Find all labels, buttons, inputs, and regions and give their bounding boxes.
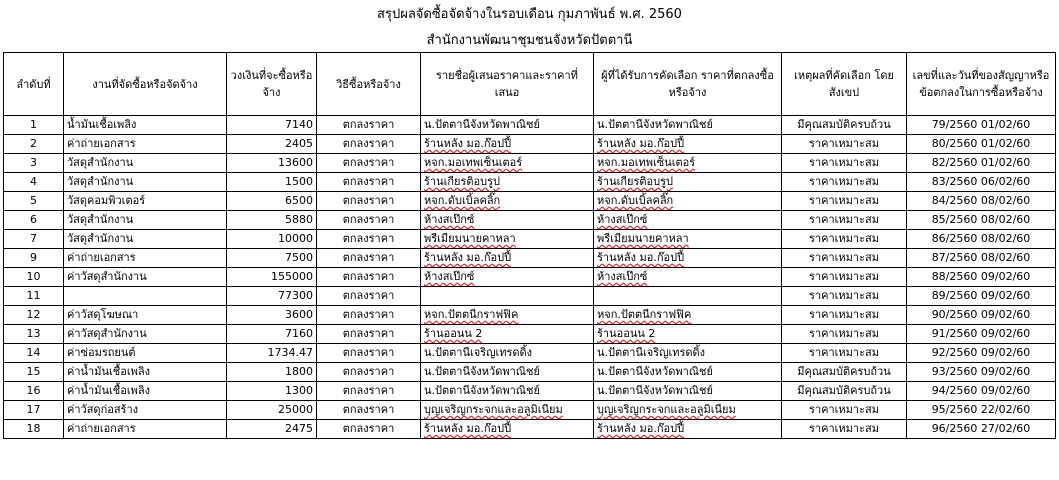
table-row	[4, 211, 1056, 230]
cell-budget-text: 7500	[285, 251, 313, 264]
cell-item-text: วัสดุคอมพิวเตอร์	[67, 194, 146, 207]
cell-bidders	[421, 116, 594, 135]
cell-bidders-text: น.ปัตตานีจังหวัดพาณิชย์	[424, 384, 540, 397]
cell-selected	[594, 173, 782, 192]
cell-reason-text: ราคาเหมาะสม	[809, 251, 879, 264]
cell-bidders	[421, 135, 594, 154]
cell-selected	[594, 116, 782, 135]
cell-contract-text: 85/2560 08/02/60	[931, 213, 1031, 226]
header-cell-method: วิธีซื้อหรือจ้าง	[317, 53, 421, 116]
cell-item	[64, 306, 227, 325]
cell-contract-text: 89/2560 09/02/60	[931, 289, 1031, 302]
cell-budget-text: 1300	[285, 384, 313, 397]
cell-index	[4, 268, 64, 287]
cell-bidders	[421, 363, 594, 382]
cell-reason-text: ราคาเหมาะสม	[809, 346, 879, 359]
document-title: สรุปผลจัดซื้อจัดจ้างในรอบเดือน กุมภาพันธ์ พ.ศ. 2560	[377, 7, 682, 22]
cell-method-text: ตกลงราคา	[342, 270, 395, 283]
cell-item-text: ค่าซ่อมรถยนต์	[67, 346, 136, 359]
cell-bidders-text: ร้านออนน 2	[424, 327, 483, 340]
cell-index	[4, 173, 64, 192]
table-row	[4, 268, 1056, 287]
cell-reason	[782, 135, 907, 154]
cell-selected	[594, 192, 782, 211]
cell-method	[317, 211, 421, 230]
header-cell-item: งานที่จัดซื้อหรือจัดจ้าง	[64, 53, 227, 116]
table-row	[4, 135, 1056, 154]
cell-contract	[907, 382, 1056, 401]
cell-contract	[907, 211, 1056, 230]
cell-method-text: ตกลงราคา	[342, 118, 395, 131]
cell-contract-text: 80/2560 01/02/60	[931, 137, 1031, 150]
cell-bidders-text: น.ปัตตานีเจริญเทรดดิ้ง	[424, 346, 533, 359]
cell-method	[317, 401, 421, 420]
cell-contract-text: 79/2560 01/02/60	[931, 118, 1031, 131]
cell-contract	[907, 306, 1056, 325]
cell-item-text: ค่าน้ำมันเชื้อเพลิง	[67, 365, 150, 378]
table-row	[4, 287, 1056, 306]
cell-bidders	[421, 154, 594, 173]
table-row	[4, 306, 1056, 325]
cell-selected-text: ร้านหลัง มอ.ก๊อปปี้	[597, 251, 685, 264]
cell-contract	[907, 192, 1056, 211]
cell-method-text: ตกลงราคา	[342, 175, 395, 188]
cell-method	[317, 344, 421, 363]
cell-reason	[782, 173, 907, 192]
cell-index-text: 6	[30, 213, 37, 226]
cell-item-text: วัสดุสำนักงาน	[67, 232, 134, 245]
cell-item	[64, 420, 227, 439]
cell-contract	[907, 268, 1056, 287]
cell-item	[64, 325, 227, 344]
cell-budget-text: 1734.47	[267, 346, 313, 359]
cell-index-text: 9	[30, 251, 37, 264]
cell-index	[4, 344, 64, 363]
cell-item	[64, 154, 227, 173]
cell-index	[4, 135, 64, 154]
table-row	[4, 382, 1056, 401]
cell-method-text: ตกลงราคา	[342, 156, 395, 169]
cell-method	[317, 287, 421, 306]
cell-selected	[594, 154, 782, 173]
cell-reason	[782, 192, 907, 211]
table-row	[4, 116, 1056, 135]
cell-reason	[782, 154, 907, 173]
cell-method-text: ตกลงราคา	[342, 289, 395, 302]
cell-selected	[594, 211, 782, 230]
cell-reason	[782, 116, 907, 135]
cell-bidders-text: น.ปัตตานีจังหวัดพาณิชย์	[424, 118, 540, 131]
cell-budget	[227, 325, 317, 344]
cell-contract-text: 88/2560 09/02/60	[931, 270, 1031, 283]
cell-item	[64, 287, 227, 306]
cell-bidders-text: ร้านเกียรติอบรูป	[424, 175, 501, 188]
cell-item-text: ค่าถ่ายเอกสาร	[67, 137, 136, 150]
cell-contract-text: 93/2560 09/02/60	[931, 365, 1031, 378]
cell-selected	[594, 363, 782, 382]
cell-bidders	[421, 192, 594, 211]
cell-reason	[782, 401, 907, 420]
cell-reason	[782, 344, 907, 363]
cell-method-text: ตกลงราคา	[342, 194, 395, 207]
cell-bidders	[421, 249, 594, 268]
cell-reason-text: ราคาเหมาะสม	[809, 422, 879, 435]
cell-index	[4, 116, 64, 135]
cell-contract-text: 95/2560 22/02/60	[931, 403, 1031, 416]
cell-budget-text: 3600	[285, 308, 313, 321]
cell-budget	[227, 116, 317, 135]
cell-item	[64, 135, 227, 154]
cell-budget-text: 10000	[278, 232, 313, 245]
cell-budget-text: 2475	[285, 422, 313, 435]
cell-item-text: ค่าถ่ายเอกสาร	[67, 422, 136, 435]
cell-bidders-text: พรีเมียมนายคาหลา	[424, 232, 516, 245]
cell-reason-text: ราคาเหมาะสม	[809, 175, 879, 188]
cell-method-text: ตกลงราคา	[342, 137, 395, 150]
header-row	[4, 53, 1056, 116]
cell-item-text: วัสดุสำนักงาน	[67, 213, 134, 226]
cell-contract	[907, 420, 1056, 439]
table-row	[4, 344, 1056, 363]
cell-budget	[227, 249, 317, 268]
cell-contract-text: 83/2560 06/02/60	[931, 175, 1031, 188]
cell-reason-text: มีคุณสมบัติครบถ้วน	[797, 365, 891, 378]
cell-bidders-text: หจก.มอเทพเซ็นเตอร์	[424, 156, 523, 169]
cell-reason	[782, 420, 907, 439]
cell-index	[4, 306, 64, 325]
cell-contract-text: 90/2560 09/02/60	[931, 308, 1031, 321]
header-cell-bidders: รายชื่อผู้เสนอราคาและราคาที่เสนอ	[421, 53, 594, 116]
cell-budget-text: 1500	[285, 175, 313, 188]
cell-method-text: ตกลงราคา	[342, 422, 395, 435]
cell-selected-text: น.ปัตตานีจังหวัดพาณิชย์	[597, 365, 713, 378]
cell-index	[4, 287, 64, 306]
cell-reason-text: มีคุณสมบัติครบถ้วน	[797, 118, 891, 131]
cell-budget	[227, 192, 317, 211]
cell-bidders-text: บุญเจริญกระจกและอลูมิเนียม	[424, 403, 563, 416]
cell-contract	[907, 249, 1056, 268]
cell-index-text: 16	[26, 384, 41, 397]
cell-selected-text: ร้านหลัง มอ.ก๊อปปี้	[597, 422, 685, 435]
table-row	[4, 173, 1056, 192]
cell-budget	[227, 344, 317, 363]
cell-item-text: ค่าวัสดุโฆษณา	[67, 308, 139, 321]
cell-reason	[782, 230, 907, 249]
cell-index	[4, 230, 64, 249]
document-subtitle: สำนักงานพัฒนาชุมชนจังหวัดปัตตานี	[426, 33, 633, 48]
cell-item-text: ค่าวัสดุสำนักงาน	[67, 270, 147, 283]
cell-bidders	[421, 344, 594, 363]
cell-selected	[594, 401, 782, 420]
cell-index-text: 2	[30, 137, 37, 150]
cell-bidders-text: หจก.ดับเบิ้ลคลิ๊ก	[424, 194, 501, 207]
cell-selected-text: น.ปัตตานีจังหวัดพาณิชย์	[597, 118, 713, 131]
cell-reason	[782, 268, 907, 287]
cell-contract	[907, 325, 1056, 344]
table-row	[4, 420, 1056, 439]
cell-contract-text: 96/2560 27/02/60	[931, 422, 1031, 435]
cell-reason	[782, 306, 907, 325]
cell-selected	[594, 344, 782, 363]
table-row	[4, 154, 1056, 173]
cell-selected-text: น.ปัตตานีเจริญเทรดดิ้ง	[597, 346, 706, 359]
cell-contract-text: 86/2560 08/02/60	[931, 232, 1031, 245]
header-cell-reason: เหตุผลที่คัดเลือก โดยสังเขป	[782, 53, 907, 116]
cell-index-text: 12	[26, 308, 41, 321]
table-row	[4, 363, 1056, 382]
cell-bidders-text: ห้างสเป๊กซ์	[424, 213, 475, 226]
cell-index-text: 14	[26, 346, 41, 359]
cell-budget-text: 25000	[278, 403, 313, 416]
cell-method	[317, 249, 421, 268]
cell-item	[64, 249, 227, 268]
procurement-table	[3, 52, 1056, 439]
cell-bidders	[421, 230, 594, 249]
cell-selected	[594, 230, 782, 249]
cell-contract-text: 91/2560 09/02/60	[931, 327, 1031, 340]
cell-selected	[594, 325, 782, 344]
cell-index-text: 10	[26, 270, 41, 283]
cell-budget	[227, 268, 317, 287]
header-cell-contract: เลขที่และวันที่ของสัญญาหรือข้อตกลงในการซื้อหรือจ้าง	[907, 53, 1056, 116]
cell-budget-text: 1800	[285, 365, 313, 378]
cell-method	[317, 154, 421, 173]
cell-bidders	[421, 382, 594, 401]
cell-method	[317, 268, 421, 287]
cell-budget-text: 5880	[285, 213, 313, 226]
cell-contract	[907, 230, 1056, 249]
cell-selected-text: บุญเจริญกระจกและอลูมิเนียม	[597, 403, 736, 416]
cell-index	[4, 401, 64, 420]
cell-budget-text: 7140	[285, 118, 313, 131]
cell-index-text: 4	[30, 175, 37, 188]
cell-bidders-text: น.ปัตตานีจังหวัดพาณิชย์	[424, 365, 540, 378]
cell-item	[64, 268, 227, 287]
cell-contract	[907, 344, 1056, 363]
table-row	[4, 192, 1056, 211]
cell-method-text: ตกลงราคา	[342, 327, 395, 340]
cell-index	[4, 363, 64, 382]
cell-index-text: 18	[26, 422, 41, 435]
cell-method-text: ตกลงราคา	[342, 251, 395, 264]
cell-index	[4, 325, 64, 344]
cell-item-text: ค่าน้ำมันเชื้อเพลิง	[67, 384, 150, 397]
cell-contract	[907, 116, 1056, 135]
cell-method	[317, 306, 421, 325]
cell-budget	[227, 173, 317, 192]
cell-selected	[594, 287, 782, 306]
cell-selected	[594, 249, 782, 268]
cell-contract-text: 94/2560 09/02/60	[931, 384, 1031, 397]
cell-contract	[907, 401, 1056, 420]
cell-contract	[907, 154, 1056, 173]
cell-index-text: 17	[26, 403, 41, 416]
cell-reason	[782, 249, 907, 268]
header-cell-index: ลำดับที่	[4, 53, 64, 116]
cell-reason-text: ราคาเหมาะสม	[809, 213, 879, 226]
cell-reason	[782, 363, 907, 382]
cell-contract	[907, 363, 1056, 382]
cell-item-text: วัสดุสำนักงาน	[67, 175, 134, 188]
cell-index	[4, 211, 64, 230]
cell-selected-text: พรีเมียมนายคาหลา	[597, 232, 689, 245]
cell-item-text: ค่าวัสดุสำนักงาน	[67, 327, 147, 340]
cell-method	[317, 230, 421, 249]
cell-method	[317, 382, 421, 401]
cell-selected-text: ห้างสเป๊กซ์	[597, 213, 648, 226]
cell-bidders	[421, 173, 594, 192]
cell-reason-text: ราคาเหมาะสม	[809, 232, 879, 245]
cell-selected-text: ร้านออนน 2	[597, 327, 656, 340]
cell-selected	[594, 420, 782, 439]
cell-budget	[227, 230, 317, 249]
header-cell-selected: ผู้ที่ได้รับการคัดเลือก ราคาที่ตกลงซื้อหรือจ้าง	[594, 53, 782, 116]
table-row	[4, 401, 1056, 420]
cell-method-text: ตกลงราคา	[342, 232, 395, 245]
cell-reason	[782, 287, 907, 306]
cell-bidders-text: ห้างสเป๊กซ์	[424, 270, 475, 283]
cell-selected	[594, 268, 782, 287]
cell-method-text: ตกลงราคา	[342, 213, 395, 226]
cell-budget	[227, 154, 317, 173]
cell-reason	[782, 382, 907, 401]
cell-item	[64, 344, 227, 363]
cell-reason-text: ราคาเหมาะสม	[809, 308, 879, 321]
cell-contract-text: 87/2560 08/02/60	[931, 251, 1031, 264]
cell-item-text: ค่าถ่ายเอกสาร	[67, 251, 136, 264]
cell-contract	[907, 287, 1056, 306]
cell-method	[317, 135, 421, 154]
cell-method	[317, 420, 421, 439]
cell-budget	[227, 287, 317, 306]
cell-index-text: 15	[26, 365, 41, 378]
cell-selected-text: ห้างสเป๊กซ์	[597, 270, 648, 283]
cell-bidders-text: หจก.ปัตตนีกราฟฟิค	[424, 308, 519, 321]
cell-index	[4, 192, 64, 211]
cell-bidders	[421, 211, 594, 230]
cell-index-text: 7	[30, 232, 37, 245]
cell-selected-text: ร้านหลัง มอ.ก๊อปปี้	[597, 137, 685, 150]
cell-bidders	[421, 268, 594, 287]
cell-index	[4, 420, 64, 439]
cell-bidders	[421, 306, 594, 325]
cell-reason-text: ราคาเหมาะสม	[809, 270, 879, 283]
cell-index	[4, 249, 64, 268]
cell-budget	[227, 420, 317, 439]
table-row	[4, 325, 1056, 344]
cell-reason-text: ราคาเหมาะสม	[809, 156, 879, 169]
cell-method-text: ตกลงราคา	[342, 346, 395, 359]
cell-reason-text: ราคาเหมาะสม	[809, 403, 879, 416]
cell-contract-text: 84/2560 08/02/60	[931, 194, 1031, 207]
cell-budget	[227, 382, 317, 401]
cell-reason-text: ราคาเหมาะสม	[809, 289, 879, 302]
cell-item	[64, 192, 227, 211]
cell-item-text: น้ำมันเชื้อเพลิง	[67, 118, 137, 131]
cell-bidders	[421, 325, 594, 344]
cell-index-text: 13	[26, 327, 41, 340]
cell-contract-text: 92/2560 09/02/60	[931, 346, 1031, 359]
cell-reason-text: ราคาเหมาะสม	[809, 194, 879, 207]
cell-budget	[227, 135, 317, 154]
cell-reason-text: ราคาเหมาะสม	[809, 137, 879, 150]
cell-item	[64, 116, 227, 135]
cell-index	[4, 154, 64, 173]
cell-method-text: ตกลงราคา	[342, 384, 395, 397]
cell-bidders-text: ร้านหลัง มอ.ก๊อปปี้	[424, 251, 512, 264]
cell-item	[64, 173, 227, 192]
cell-budget-text: 77300	[278, 289, 313, 302]
cell-bidders-text: ร้านหลัง มอ.ก๊อปปี้	[424, 137, 512, 150]
cell-method	[317, 363, 421, 382]
table-row	[4, 249, 1056, 268]
cell-item-text: ค่าวัสดุก่อสร้าง	[67, 403, 139, 416]
cell-reason-text: ราคาเหมาะสม	[809, 327, 879, 340]
cell-method-text: ตกลงราคา	[342, 365, 395, 378]
cell-method	[317, 116, 421, 135]
cell-item-text: วัสดุสำนักงาน	[67, 156, 134, 169]
cell-contract	[907, 173, 1056, 192]
cell-budget-text: 155000	[271, 270, 313, 283]
cell-selected	[594, 135, 782, 154]
cell-item	[64, 211, 227, 230]
cell-selected-text: หจก.ดับเบิ้ลคลิ๊ก	[597, 194, 674, 207]
cell-reason	[782, 211, 907, 230]
cell-contract-text: 82/2560 01/02/60	[931, 156, 1031, 169]
cell-item	[64, 382, 227, 401]
cell-budget-text: 7160	[285, 327, 313, 340]
cell-bidders	[421, 420, 594, 439]
cell-contract	[907, 135, 1056, 154]
cell-method-text: ตกลงราคา	[342, 308, 395, 321]
cell-method	[317, 192, 421, 211]
cell-budget	[227, 401, 317, 420]
cell-bidders	[421, 401, 594, 420]
cell-method-text: ตกลงราคา	[342, 403, 395, 416]
header-cell-budget: วงเงินที่จะซื้อหรือจ้าง	[227, 53, 317, 116]
cell-index-text: 3	[30, 156, 37, 169]
table-row	[4, 230, 1056, 249]
cell-selected-text: หจก.มอเทพเซ็นเตอร์	[597, 156, 696, 169]
cell-method	[317, 325, 421, 344]
cell-selected-text: น.ปัตตานีจังหวัดพาณิชย์	[597, 384, 713, 397]
cell-method	[317, 173, 421, 192]
cell-item	[64, 230, 227, 249]
cell-selected	[594, 306, 782, 325]
cell-selected-text: ร้านเกียรติอบรูป	[597, 175, 674, 188]
cell-bidders-text: ร้านหลัง มอ.ก๊อปปี้	[424, 422, 512, 435]
cell-index	[4, 382, 64, 401]
cell-reason	[782, 325, 907, 344]
cell-budget-text: 13600	[278, 156, 313, 169]
cell-item	[64, 401, 227, 420]
cell-budget	[227, 363, 317, 382]
cell-index-text: 5	[30, 194, 37, 207]
cell-budget	[227, 306, 317, 325]
cell-budget-text: 2405	[285, 137, 313, 150]
cell-bidders	[421, 287, 594, 306]
cell-item	[64, 363, 227, 382]
cell-index-text: 11	[26, 289, 41, 302]
cell-reason-text: มีคุณสมบัติครบถ้วน	[797, 384, 891, 397]
cell-budget-text: 6500	[285, 194, 313, 207]
cell-selected-text: หจก.ปัตตนีกราฟฟิค	[597, 308, 692, 321]
cell-budget	[227, 211, 317, 230]
cell-selected	[594, 382, 782, 401]
cell-index-text: 1	[30, 118, 37, 131]
